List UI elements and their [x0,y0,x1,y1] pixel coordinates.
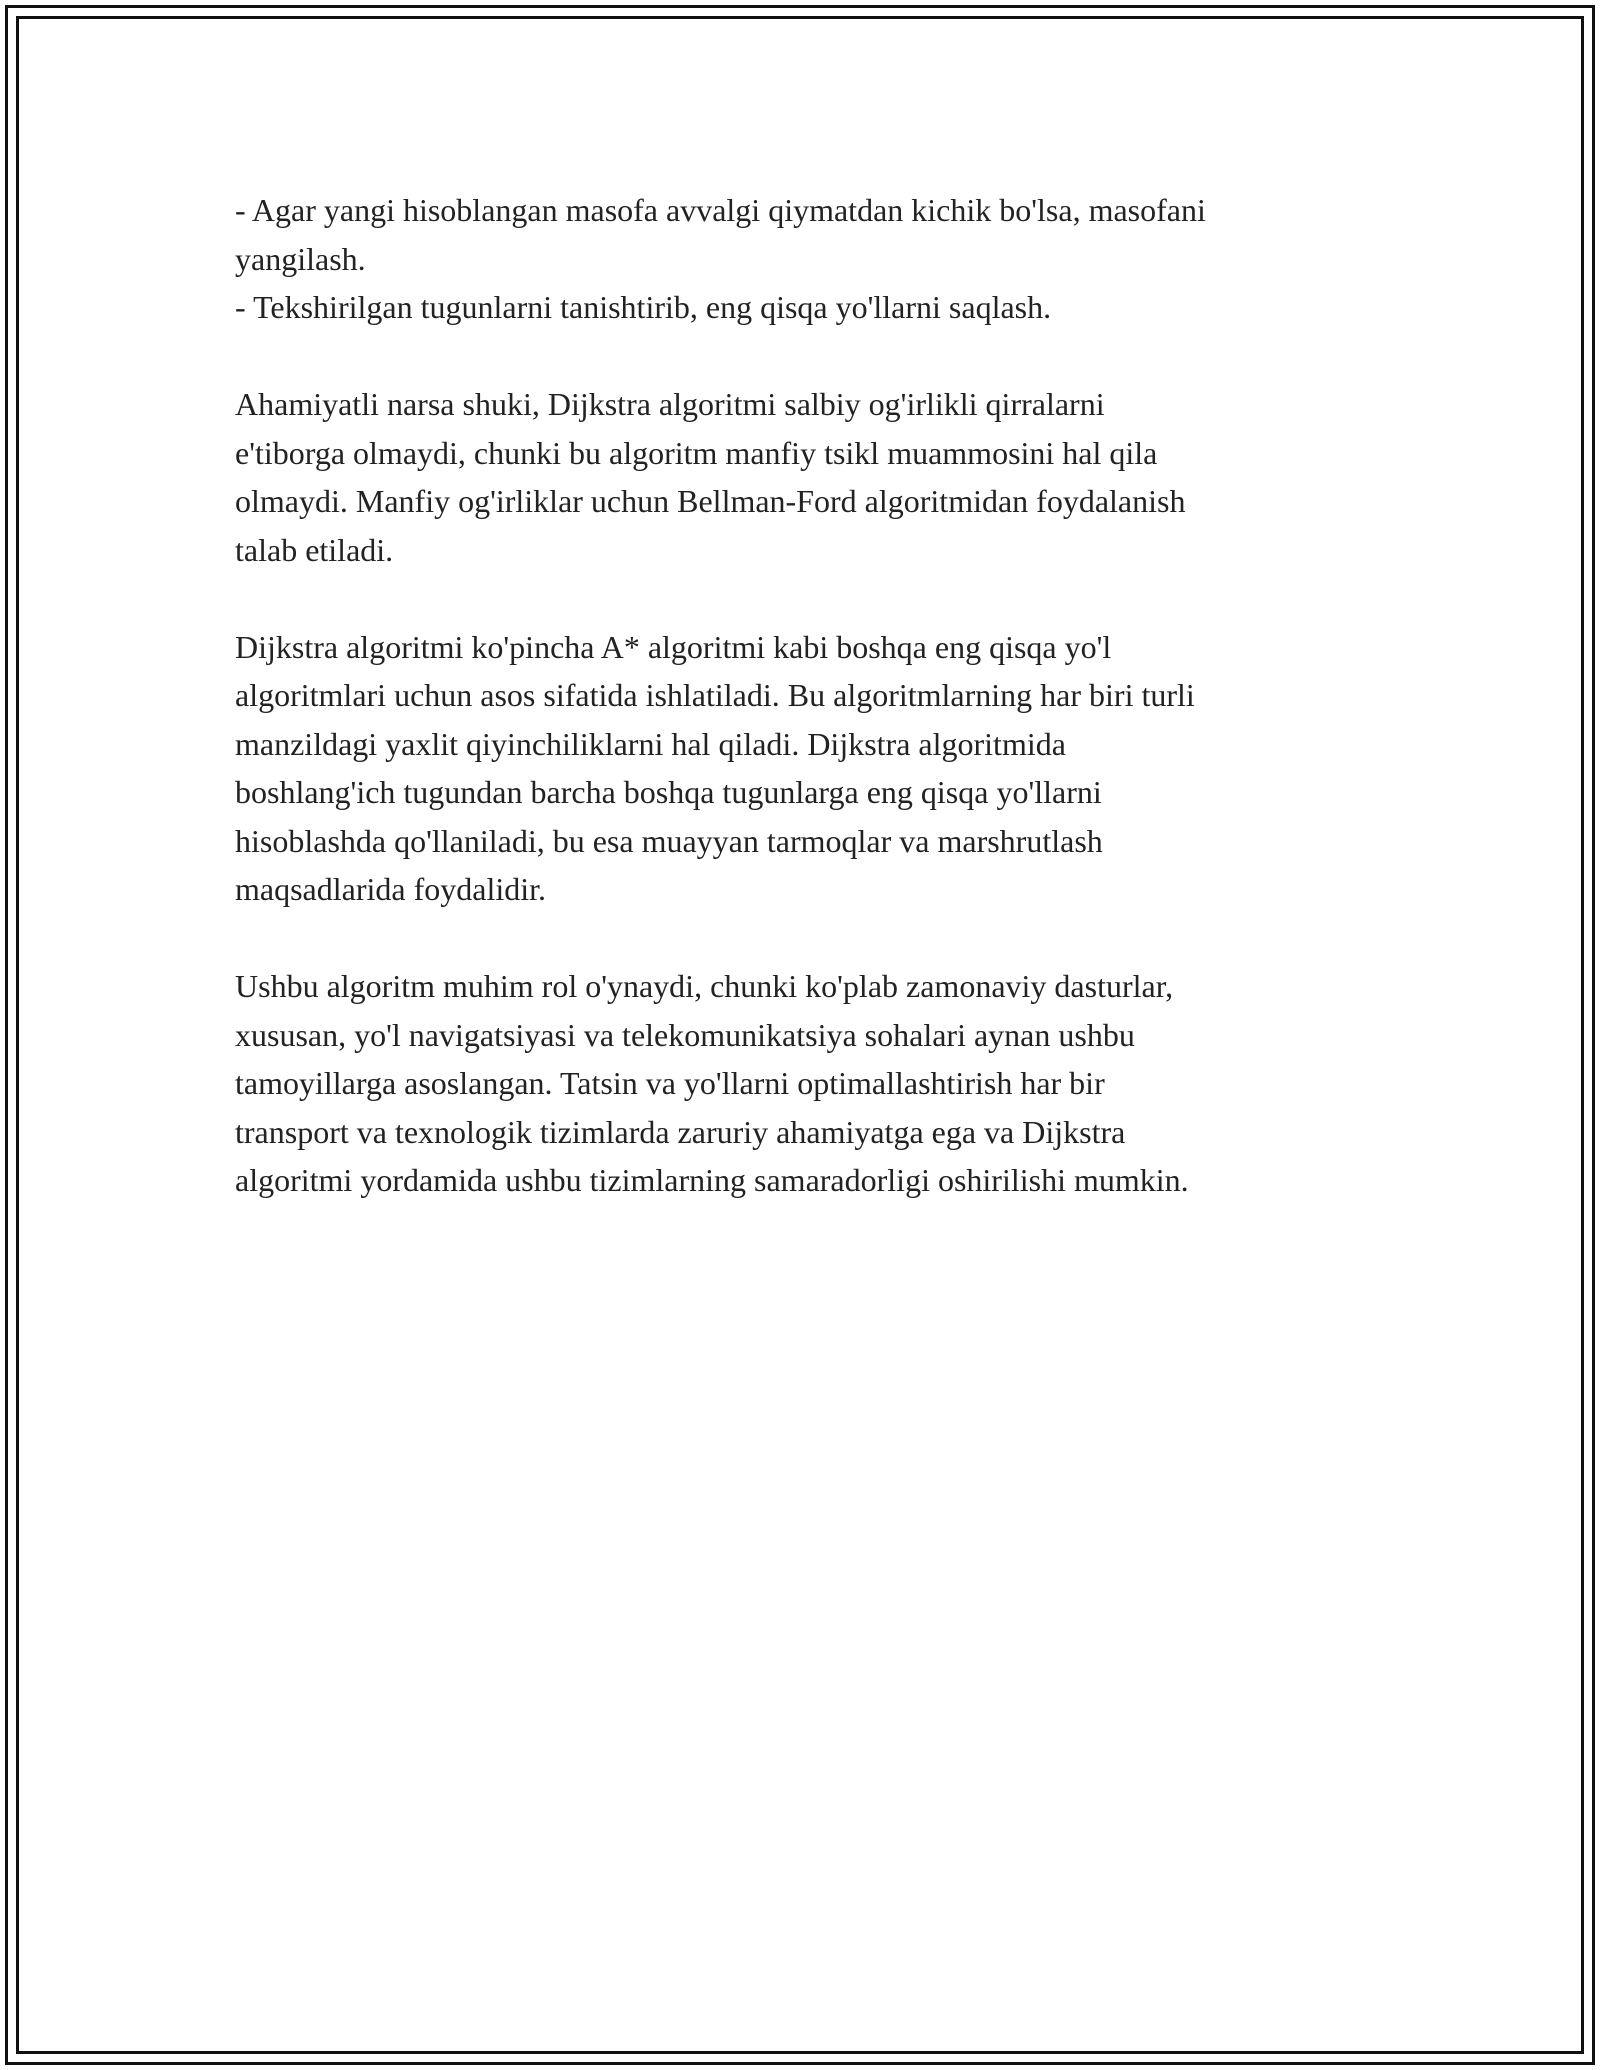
text-line: Ahamiyatli narsa shuki, Dijkstra algoritmi salbiy og'irlikli qirralarni [235,386,1105,422]
text-line: olmaydi. Manfiy og'irliklar uchun Bellman-Ford algoritmidan foydalanish [235,483,1186,519]
text-line: talab etiladi. [235,531,394,568]
text-line: Ushbu algoritm muhim rol o'ynaydi, chunki ko'plab zamonaviy dasturlar, [235,968,1174,1004]
text-line: - Agar yangi hisoblangan masofa avvalgi qiymatdan kichik bo'lsa, masofani [235,192,1206,228]
paragraph-importance [235,962,1365,1205]
text-line: tamoyillarga asoslangan. Tatsin va yo'llarni optimallashtirish har bir [235,1065,1105,1101]
text-line: transport va texnologik tizimlarda zaruriy ahamiyatga ega va Dijkstra [235,1113,1126,1150]
document-body [235,186,1365,1253]
text-line: algoritmi yordamida ushbu tizimlarning samaradorligi oshirilishi mumkin. [235,1162,1189,1198]
text-line: - Tekshirilgan tugunlarni tanishtirib, eng qisqa yo'llarni saqlash. [235,289,1052,325]
text-line: Dijkstra algoritmi ko'pincha A* algoritmi kabi boshqa eng qisqa yo'l [235,628,1112,665]
text-line: yangilash. [235,240,366,277]
text-line: hisoblashda qo'llaniladi, bu esa muayyan tarmoqlar va marshrutlash [235,822,1103,859]
text-line: xususan, yo'l navigatsiyasi va telekomunikatsiya sohalari aynan ushbu [235,1016,1135,1053]
text-line: e'tiborga olmaydi, chunki bu algoritm manfiy tsikl muammosini hal qila [235,434,1158,471]
text-line: maqsadlarida foydalidir. [235,871,547,907]
text-line: manzildagi yaxlit qiyinchiliklarni hal qiladi. Dijkstra algoritmida [235,725,1066,762]
paragraph-steps [235,186,1365,332]
text-line: boshlang'ich tugundan barcha boshqa tugunlarga eng qisqa yo'llarni [235,774,1102,810]
paragraph-negative-weights [235,380,1365,574]
paragraph-related-algorithms [235,623,1365,914]
text-line: algoritmlari uchun asos sifatida ishlatiladi. Bu algoritmlarning har biri turli [235,677,1195,713]
